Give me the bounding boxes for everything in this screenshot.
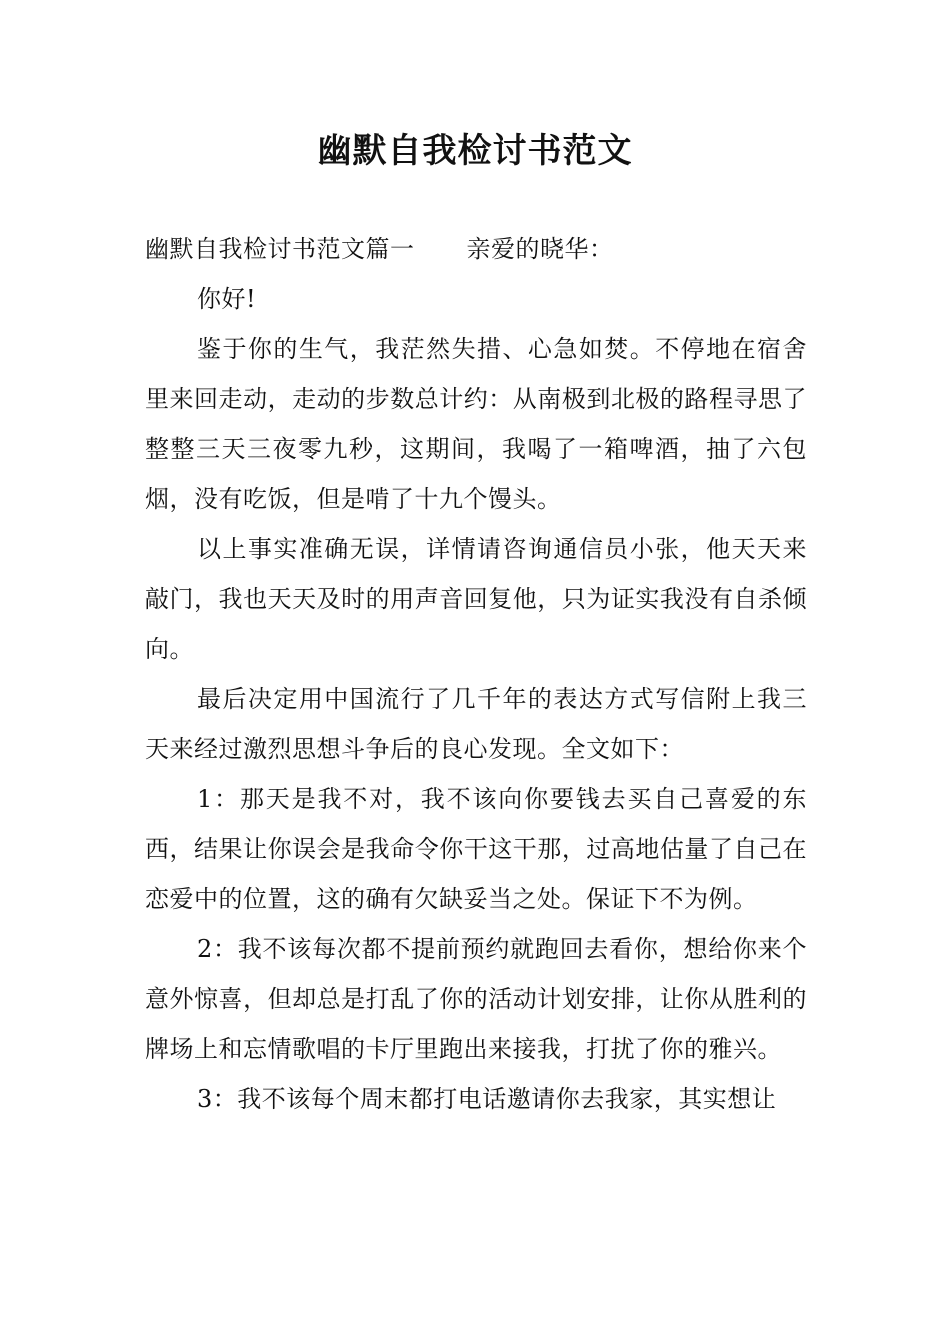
salutation: 亲爱的晓华：	[466, 235, 614, 263]
heading-prefix: 幽默自我检讨书范文篇一	[145, 235, 415, 263]
opening-line	[145, 224, 807, 274]
paragraph-item-1: 1：那天是我不对，我不该向你要钱去买自己喜爱的东西，结果让你误会是我命令你干这干那，过高地估量了自己在恋爱中的位置，这的确有欠缺妥当之处。保证下不为例。	[145, 785, 807, 913]
paragraph-item-3: 3：我不该每个周末都打电话邀请你去我家，其实想让	[197, 1085, 777, 1113]
paragraph: 鉴于你的生气，我茫然失措、心急如焚。不停地在宿舍里来回走动，走动的步数总计约：从南极到北极的路程寻思了整整三天三夜零九秒，这期间，我喝了一箱啤酒，抽了六包烟，没有吃饭，但是啃了十九个馒头。	[145, 335, 807, 513]
paragraph: 最后决定用中国流行了几千年的表达方式写信附上我三天来经过激烈思想斗争后的良心发现。全文如下：	[145, 685, 807, 763]
paragraph: 以上事实准确无误，详情请咨询通信员小张，他天天来敲门，我也天天及时的用声音回复他，只为证实我没有自杀倾向。	[145, 535, 807, 663]
paragraph-greeting: 你好!	[197, 285, 257, 313]
document-body	[145, 224, 807, 1124]
paragraph-item-2: 2：我不该每次都不提前预约就跑回去看你，想给你来个意外惊喜，但却总是打乱了你的活动计划安排，让你从胜利的牌场上和忘情歌唱的卡厅里跑出来接我，打扰了你的雅兴。	[145, 935, 807, 1063]
document-title: 幽默自我检讨书范文	[317, 131, 633, 171]
